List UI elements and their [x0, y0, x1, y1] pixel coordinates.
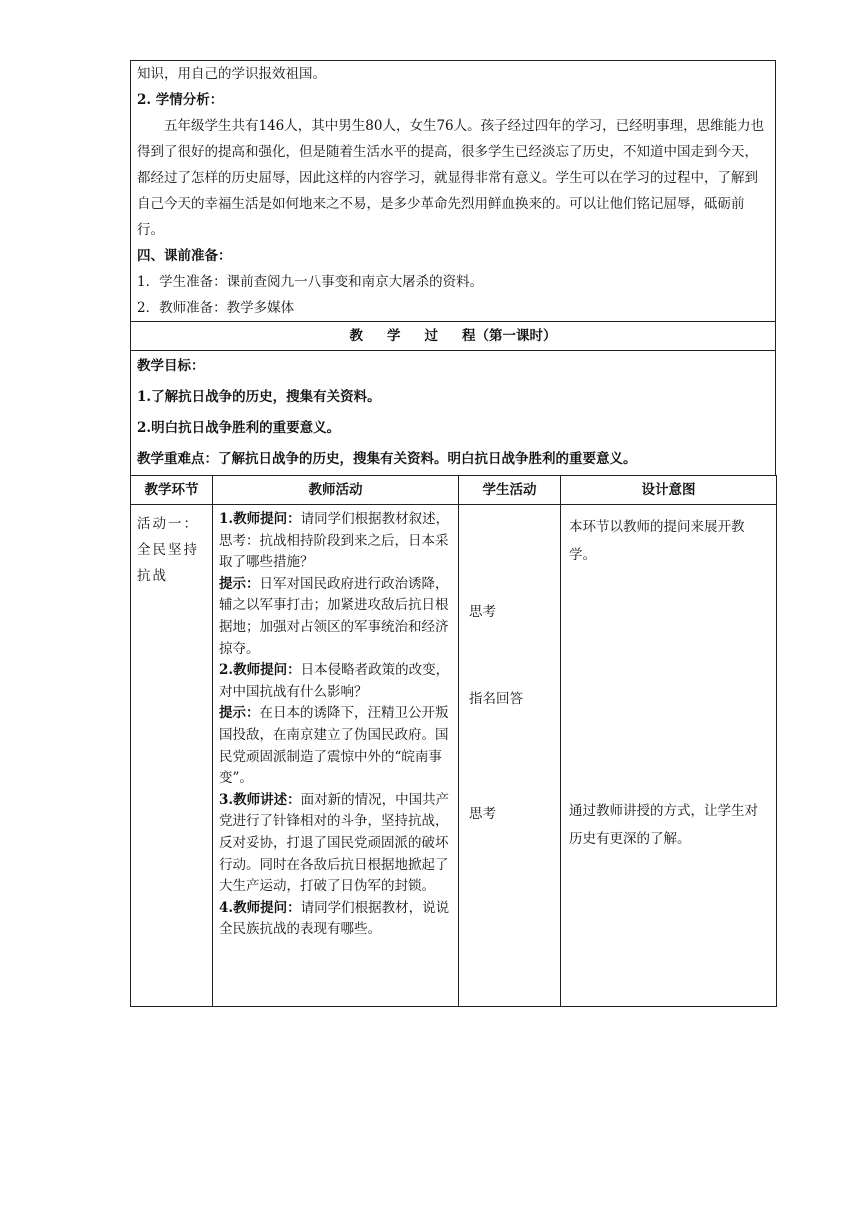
- process-title-spaced: 教学过: [349, 328, 462, 344]
- objectives-heading: 教学目标：: [137, 358, 205, 374]
- teacher-item: 2.教师提问：日本侵略者政策的改变，对中国抗战有什么影响？: [219, 662, 450, 700]
- prep-heading: 四、课前准备：: [137, 248, 232, 264]
- objective-2: 2.明白抗日战争胜利的重要意义。: [137, 420, 341, 436]
- student-activity-1: 思考: [469, 604, 496, 620]
- key-points: 教学重难点：了解抗日战争的历史，搜集有关资料。明白抗日战争胜利的重要意义。: [137, 451, 637, 467]
- continued-line: 知识，用自己的学识报效祖国。: [137, 66, 326, 82]
- analysis-section: [131, 61, 776, 322]
- process-title-tail: 程（第一课时）: [462, 328, 557, 344]
- lesson-plan-table: [130, 60, 776, 476]
- process-title: [131, 322, 775, 350]
- objective-1: 1.了解抗日战争的历史，搜集有关资料。: [137, 389, 381, 405]
- header-stage: 教学环节: [131, 476, 213, 505]
- student-activity-3: 思考: [469, 806, 496, 822]
- design-note-2: 通过教师讲授的方式，让学生对历史有更深的了解。: [569, 803, 758, 847]
- lesson-plan-page: [130, 60, 776, 1007]
- activity-row: [131, 505, 777, 1007]
- process-title-row: [131, 322, 776, 351]
- activity-header-row: [131, 476, 777, 505]
- teacher-item: 提示：在日本的诱降下，汪精卫公开叛国投敌，在南京建立了伪国民政府。国民党顽固派制造了震惊中外的“皖南事变”。: [219, 705, 449, 787]
- teacher-item: 1.教师提问：请同学们根据教材叙述，思考：抗战相持阶段到来之后，日本采取了哪些措施？: [219, 511, 450, 571]
- teacher-cell: [213, 505, 459, 1007]
- design-cell: [561, 505, 777, 1007]
- prep-teacher: 2．教师准备：教学多媒体: [137, 300, 295, 316]
- analysis-heading: 2. 学情分析：: [137, 92, 224, 108]
- objectives-section: [131, 351, 776, 476]
- teacher-item: 提示：日军对国民政府进行政治诱降，辅之以军事打击；加紧进攻敌后抗日根据地；加强对占领区的军事统治和经济掠夺。: [219, 575, 449, 657]
- prep-student: 1．学生准备：课前查阅九一八事变和南京大屠杀的资料。: [137, 274, 484, 290]
- teacher-item: 4.教师提问：请同学们根据教材，说说全民族抗战的表现有哪些。: [219, 899, 450, 938]
- header-design: 设计意图: [561, 476, 777, 505]
- header-teacher: 教师活动: [213, 476, 459, 505]
- student-activity-2: 指名回答: [469, 691, 523, 707]
- design-note-1: 本环节以教师的提问来展开教学。: [569, 519, 745, 563]
- stage-cell: 活动一：全民坚持抗战: [131, 505, 213, 1007]
- student-cell: [459, 505, 561, 1007]
- header-student: 学生活动: [459, 476, 561, 505]
- teacher-item: 3.教师讲述：面对新的情况，中国共产党进行了针锋相对的斗争，坚持抗战，反对妥协，打退了国民党顽固派的破坏行动。同时在各敌后抗日根据地掀起了大生产运动，打破了日伪军的封锁。: [219, 791, 450, 895]
- analysis-body: 五年级学生共有146人，其中男生80人，女生76人。孩子经过四年的学习，已经明事理，思维能力也得到了很好的提高和强化，但是随着生活水平的提高，很多学生已经淡忘了历史，不知道中国走到今天， 都经过了怎样的历史屈辱，因此这样的内容学习，就显得非常有意义。学生可以在学习的过程中，了解到自己今天的幸福生活是如何地来之不易，是多少革命先烈用鲜血换来的。可以让他们铭记屈辱，砥砺前行。: [137, 118, 765, 238]
- activity-table: [130, 475, 777, 1007]
